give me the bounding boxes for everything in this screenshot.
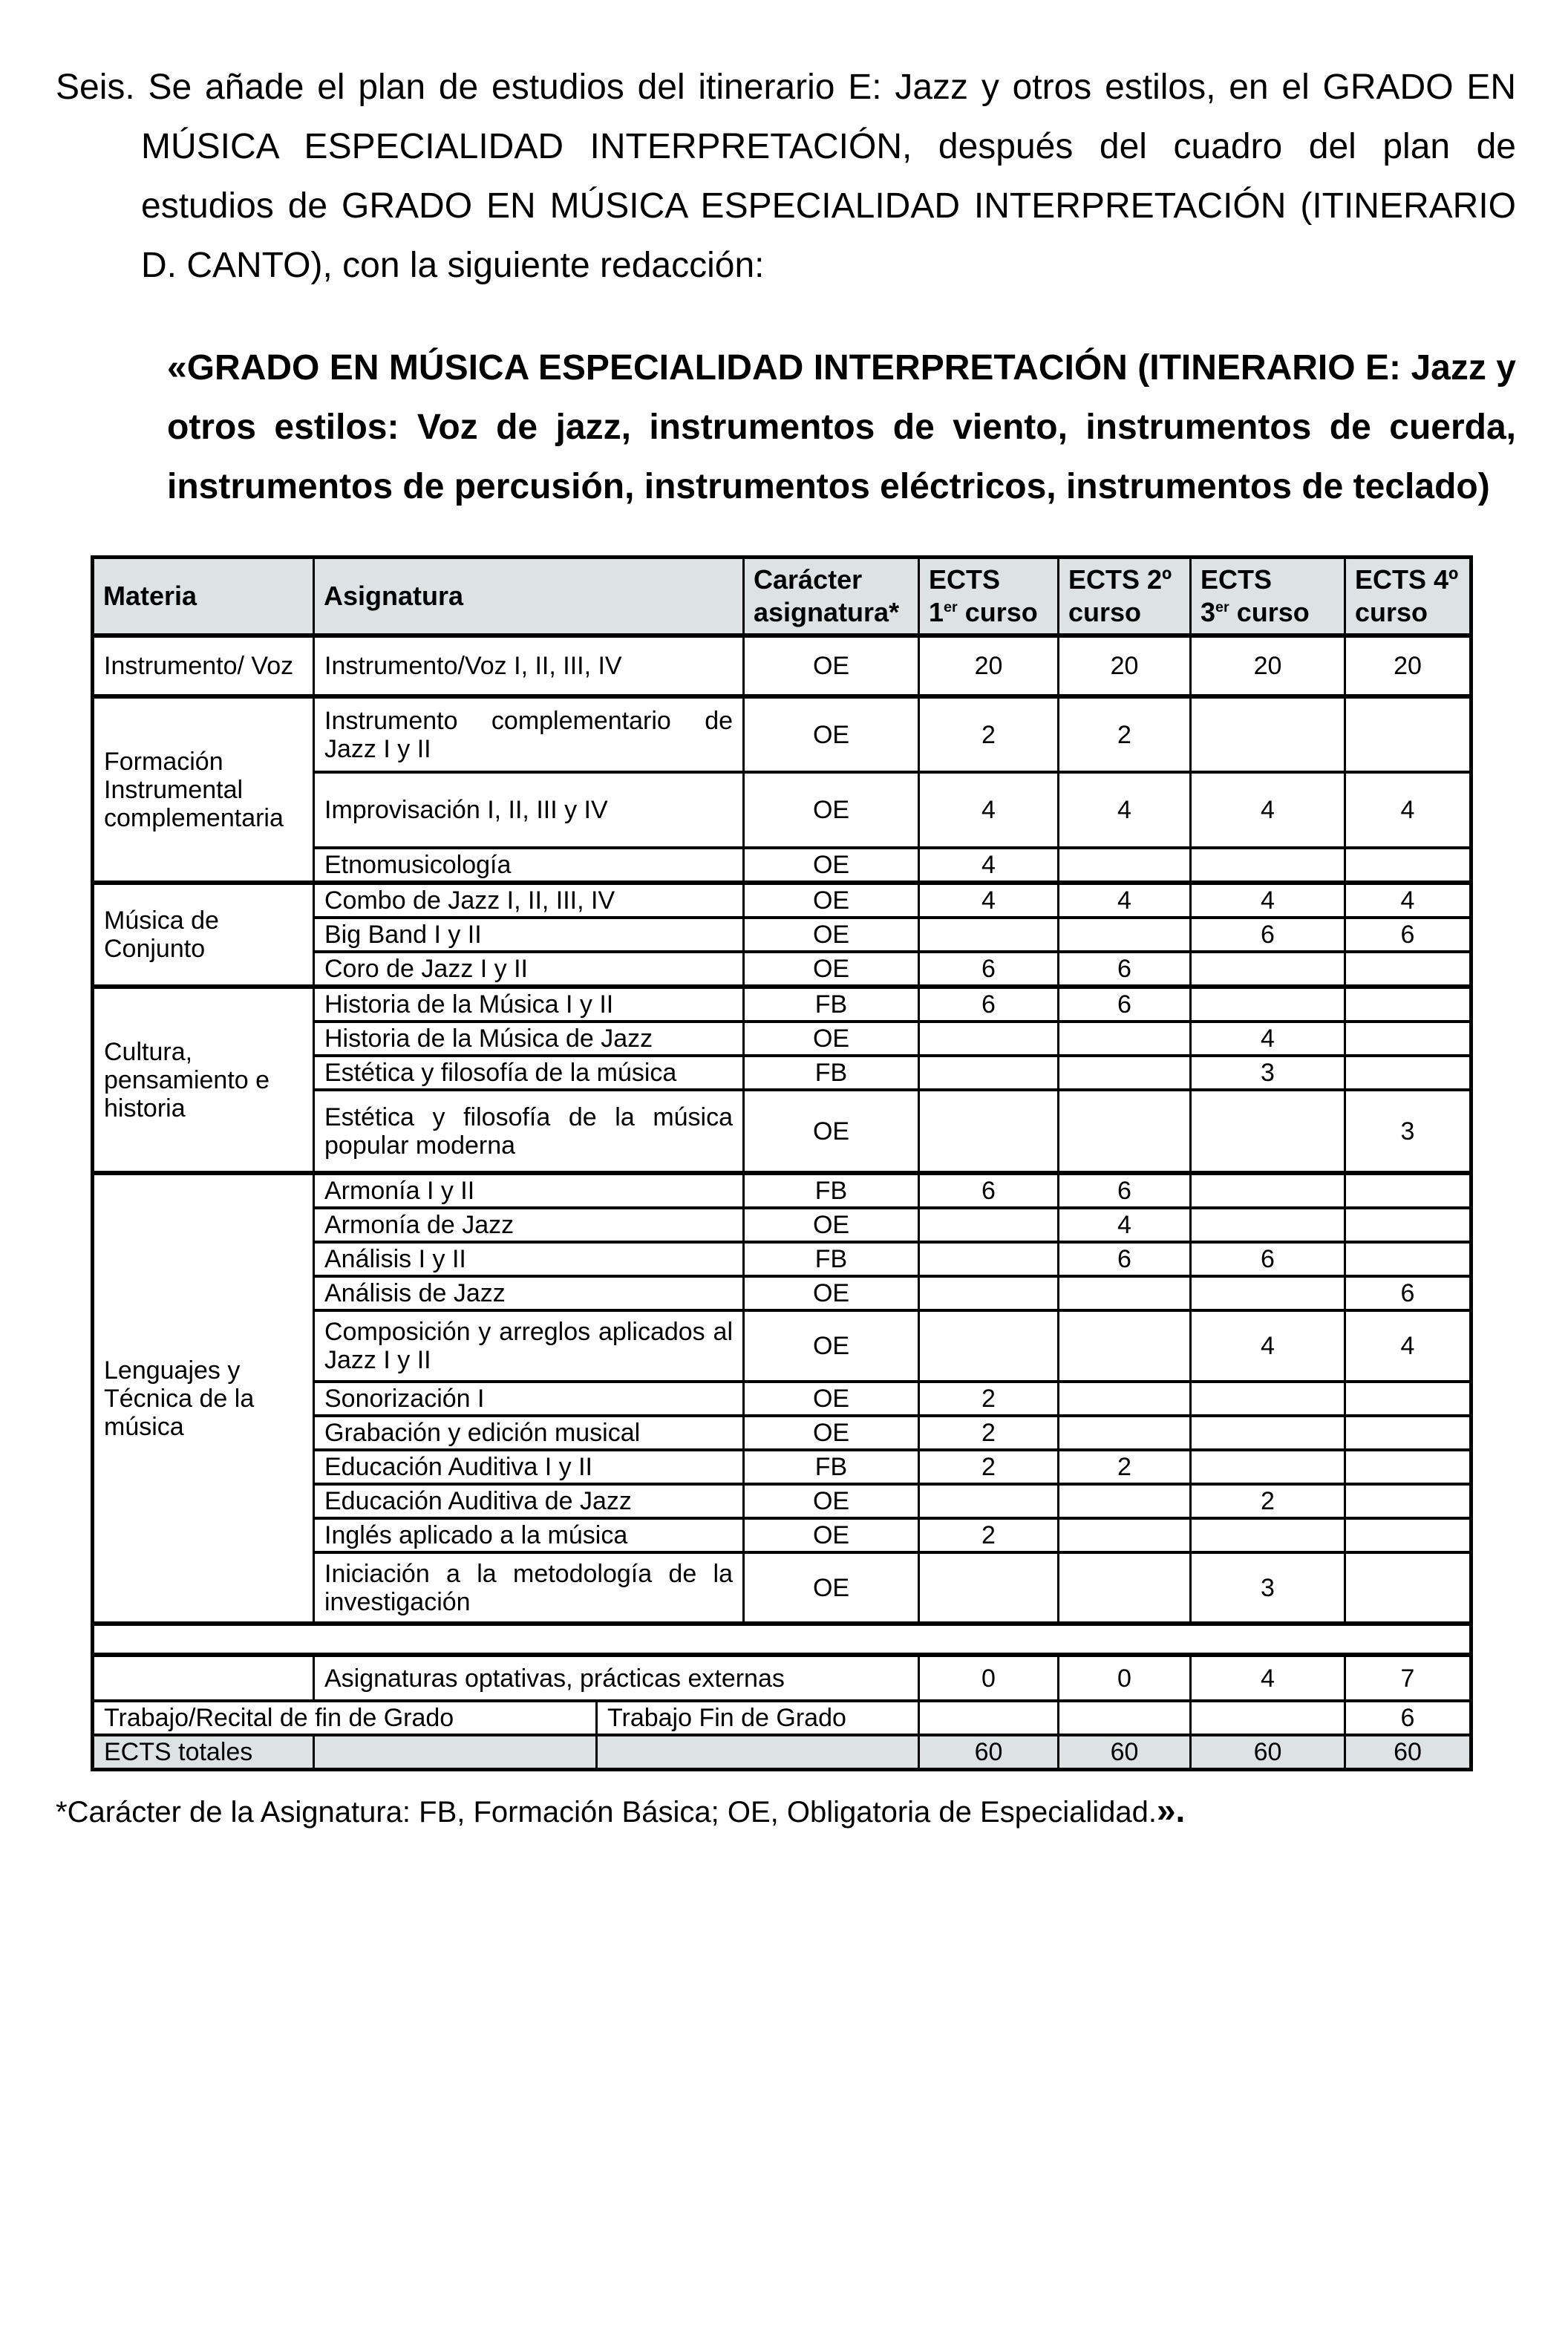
ects-cell [1345,1416,1471,1450]
ects-cell: 6 [1345,1276,1471,1310]
col-header-ects4-rest: curso [1355,597,1428,627]
ects-cell: 20 [919,635,1059,696]
ects-cell: 6 [919,952,1059,987]
col-header-asignatura [314,558,744,636]
ects-cell [1345,987,1471,1022]
caracter-cell: FB [744,987,919,1022]
caracter-cell: OE [744,1022,919,1056]
ects-cell: 4 [1345,772,1471,848]
col-header-ects1-rest: curso [957,597,1038,627]
caracter-cell: OE [744,1416,919,1450]
ects-cell [1059,1518,1191,1552]
ects-cell: 6 [1345,1701,1471,1735]
ects-cell: 4 [1191,1655,1345,1701]
caracter-cell: OE [744,1552,919,1624]
col-header-ects-1 [919,558,1059,636]
ects-cell [1191,848,1345,883]
col-header-ects-2 [1059,558,1191,636]
ects-cell [1191,1208,1345,1242]
asignatura-cell: Iniciación a la metodología de la investigación [314,1552,744,1624]
ects-cell [1191,952,1345,987]
materia-cell [93,1655,314,1701]
asignatura-cell: Asignaturas optativas, prácticas externas [314,1655,919,1701]
ects-cell: 6 [919,1173,1059,1208]
caracter-cell: OE [744,772,919,848]
ects-cell: 4 [919,883,1059,918]
asignatura-cell: Instrumento complementario de Jazz I y II [314,696,744,772]
ects-cell: 4 [1191,772,1345,848]
ects-cell: 20 [1191,635,1345,696]
ects-cell [1345,1518,1471,1552]
ects-cell [1191,1416,1345,1450]
ects-cell [1191,696,1345,772]
ects-cell: 4 [1059,772,1191,848]
ects-cell [919,1056,1059,1090]
col-header-ects3-rest: curso [1229,597,1310,627]
asignatura-cell: Combo de Jazz I, II, III, IV [314,883,744,918]
table-row [93,635,1471,696]
ects-cell [919,1090,1059,1173]
materia-cell: Cultura, pensamiento e historia [93,987,314,1173]
ects-total-cell: 60 [1345,1735,1471,1770]
asignatura-cell: Improvisación I, II, III y IV [314,772,744,848]
ects-total-cell: 60 [1059,1735,1191,1770]
ects-cell: 6 [1191,918,1345,952]
ects-cell [1191,1276,1345,1310]
ects-cell: 4 [1191,1022,1345,1056]
table-row [93,1173,1471,1208]
ects-cell: 3 [1191,1056,1345,1090]
asignatura-cell: Inglés aplicado a la música [314,1518,744,1552]
caracter-cell: OE [744,635,919,696]
materia-cell: Música de Conjunto [93,883,314,987]
col-header-caracter [744,558,919,636]
ects-cell [1059,1022,1191,1056]
ects-cell: 3 [1345,1090,1471,1173]
caracter-cell: OE [744,1484,919,1518]
caracter-cell: OE [744,1310,919,1382]
ects-cell [1059,1552,1191,1624]
table-row [93,883,1471,918]
ects-cell: 2 [1059,1450,1191,1484]
asignatura-cell: Estética y filosofía de la música popular moderna [314,1090,744,1173]
asignatura-cell: Historia de la Música de Jazz [314,1022,744,1056]
ects-cell [1059,1090,1191,1173]
footnote-closing-quote: ». [1156,1791,1186,1829]
ects-cell [919,1552,1059,1624]
ects-cell: 4 [919,848,1059,883]
caracter-cell: OE [744,1276,919,1310]
ects-cell: 2 [919,1450,1059,1484]
ects-total-cell: 60 [919,1735,1059,1770]
ects-cell [1059,1701,1191,1735]
materia-cell: Trabajo/Recital de fin de Grado [93,1701,597,1735]
col-header-materia-label: Materia [103,581,197,611]
materia-cell: Instrumento/ Voz [93,635,314,696]
ects-cell [1191,1173,1345,1208]
ects-cell [1191,1518,1345,1552]
ects-cell: 2 [1191,1484,1345,1518]
ects-cell [1191,1382,1345,1416]
col-header-asignatura-label: Asignatura [324,581,464,611]
col-header-ects1-num: 1 [929,597,944,627]
ects-cell [1345,1484,1471,1518]
ects-cell [1059,848,1191,883]
ects-cell [1345,1208,1471,1242]
ects-cell: 4 [1059,883,1191,918]
asignatura-cell: Historia de la Música I y II [314,987,744,1022]
asignatura-cell: Big Band I y II [314,918,744,952]
col-header-ects3-sup: er [1215,599,1229,615]
curriculum-table [91,555,1473,1771]
ects-cell: 2 [919,1416,1059,1450]
ects-cell [919,1208,1059,1242]
footnote [56,1792,1516,1830]
ects-cell: 0 [919,1655,1059,1701]
ects-cell: 6 [1059,1242,1191,1276]
caracter-cell: OE [744,848,919,883]
asignatura-cell: Coro de Jazz I y II [314,952,744,987]
table-body [93,635,1471,1770]
col-header-ects3-line1: ECTS [1200,564,1273,595]
col-header-ects3-num: 3 [1200,597,1216,627]
col-header-ects-3 [1191,558,1345,636]
caracter-cell: OE [744,1382,919,1416]
ects-cell [919,1022,1059,1056]
asignatura-cell: Estética y filosofía de la música [314,1056,744,1090]
ects-cell [1059,918,1191,952]
col-header-ects-4 [1345,558,1471,636]
asignatura-cell: Armonía I y II [314,1173,744,1208]
asignatura-cell: Educación Auditiva I y II [314,1450,744,1484]
caracter-cell: OE [744,918,919,952]
ects-cell [1345,696,1471,772]
asignatura-cell: Análisis de Jazz [314,1276,744,1310]
totals-empty-cell [314,1735,597,1770]
ects-cell: 3 [1191,1552,1345,1624]
quote-heading: «GRADO EN MÚSICA ESPECIALIDAD INTERPRETACIÓN (ITINERARIO E: Jazz y otros estilos: Voz de jazz, instrumentos de viento, instrumentos de cuerda, instrumentos de percusión, instrumentos eléctricos, instrumentos de teclado) [167,348,1516,506]
table-row [93,987,1471,1022]
totals-empty-cell [597,1735,919,1770]
ects-cell: 4 [919,772,1059,848]
ects-cell: 2 [1059,696,1191,772]
asignatura-cell: Instrumento/Voz I, II, III, IV [314,635,744,696]
spacer-cell [93,1624,1471,1655]
caracter-cell: OE [744,1090,919,1173]
ects-cell: 4 [1345,1310,1471,1382]
ects-cell [1191,1090,1345,1173]
caracter-cell: OE [744,952,919,987]
asignatura-cell: Sonorización I [314,1382,744,1416]
caracter-cell: FB [744,1173,919,1208]
ects-cell [919,918,1059,952]
ects-cell: 0 [1059,1655,1191,1701]
ects-cell [1345,952,1471,987]
col-header-caracter-line1: Carácter [754,564,863,595]
col-header-ects2-line1: ECTS 2º [1068,564,1172,595]
totals-label-cell: ECTS totales [93,1735,314,1770]
col-header-ects4-line1: ECTS 4º [1355,564,1459,595]
table-header-row [93,558,1471,636]
caracter-cell: OE [744,1518,919,1552]
col-header-ects1-sup: er [944,599,958,615]
ects-cell [1345,1382,1471,1416]
caracter-cell: FB [744,1056,919,1090]
caracter-cell: FB [744,1450,919,1484]
ects-cell: 4 [1059,1208,1191,1242]
paragraph-intro: Seis. Se añade el plan de estudios del itinerario E: Jazz y otros estilos, en el GRADO EN MÚSICA ESPECIALIDAD INTERPRETACIÓN, después del cuadro del plan de estudios de GRADO EN MÚSICA ESPECIALIDAD INTERPRETACIÓN (ITINERARIO D. CANTO), con la siguiente redacción: [56,68,1516,285]
ects-cell: 6 [1345,918,1471,952]
table-row [93,1624,1471,1655]
ects-cell [1345,1173,1471,1208]
table-row [93,1735,1471,1770]
ects-cell: 6 [1059,987,1191,1022]
col-header-ects2-rest: curso [1068,597,1142,627]
ects-cell [1059,1276,1191,1310]
ects-cell [1059,1310,1191,1382]
ects-cell [919,1276,1059,1310]
ects-cell [919,1242,1059,1276]
asignatura-cell: Análisis I y II [314,1242,744,1276]
ects-cell: 6 [919,987,1059,1022]
table-row [93,696,1471,772]
asignatura-cell: Educación Auditiva de Jazz [314,1484,744,1518]
asignatura-cell: Trabajo Fin de Grado [597,1701,919,1735]
col-header-materia [93,558,314,636]
ects-cell [1059,1416,1191,1450]
col-header-caracter-line2: asignatura* [754,597,900,627]
materia-cell: Lenguajes y Técnica de la música [93,1173,314,1624]
ects-cell [919,1701,1059,1735]
ects-cell: 7 [1345,1655,1471,1701]
ects-cell: 6 [1191,1242,1345,1276]
ects-cell [1345,848,1471,883]
col-header-ects1-line1: ECTS [929,564,1001,595]
ects-cell [1191,1701,1345,1735]
ects-cell: 2 [919,1518,1059,1552]
ects-cell [1345,1552,1471,1624]
ects-cell: 20 [1345,635,1471,696]
table-row [93,1701,1471,1735]
asignatura-cell: Composición y arreglos aplicados al Jazz I y II [314,1310,744,1382]
caracter-cell: OE [744,883,919,918]
ects-total-cell: 60 [1191,1735,1345,1770]
caracter-cell: OE [744,1208,919,1242]
asignatura-cell: Grabación y edición musical [314,1416,744,1450]
ects-cell: 2 [919,1382,1059,1416]
ects-cell [1345,1242,1471,1276]
ects-cell [1191,987,1345,1022]
ects-cell [919,1484,1059,1518]
ects-cell: 4 [1191,1310,1345,1382]
ects-cell [919,1310,1059,1382]
asignatura-cell: Armonía de Jazz [314,1208,744,1242]
ects-cell [1191,1450,1345,1484]
ects-cell: 2 [919,696,1059,772]
ects-cell [1345,1450,1471,1484]
footnote-text: *Carácter de la Asignatura: FB, Formación Básica; OE, Obligatoria de Especialidad. [56,1796,1157,1829]
caracter-cell: OE [744,696,919,772]
materia-cell: Formación Instrumental complementaria [93,696,314,883]
ects-cell [1345,1022,1471,1056]
ects-cell: 4 [1191,883,1345,918]
ects-cell: 6 [1059,952,1191,987]
asignatura-cell: Etnomusicología [314,848,744,883]
ects-cell [1345,1056,1471,1090]
ects-cell: 4 [1345,883,1471,918]
ects-cell [1059,1382,1191,1416]
ects-cell: 20 [1059,635,1191,696]
table-row [93,1655,1471,1701]
caracter-cell: FB [744,1242,919,1276]
ects-cell [1059,1484,1191,1518]
ects-cell: 6 [1059,1173,1191,1208]
ects-cell [1059,1056,1191,1090]
